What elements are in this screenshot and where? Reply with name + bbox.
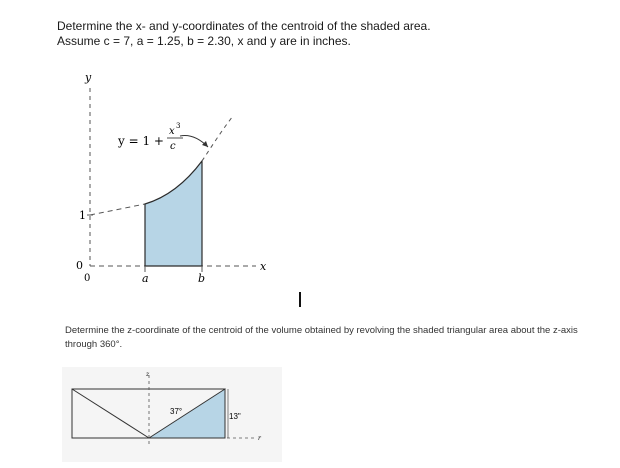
b-label: b	[198, 272, 206, 285]
equation-lhs: y = 1 +	[118, 134, 164, 148]
y-axis-label: y	[85, 71, 92, 84]
text-cursor	[299, 292, 301, 307]
problem-1-line-2: Assume c = 7, a = 1.25, b = 2.30, x and y are in inches.	[57, 34, 351, 48]
curve-extension	[202, 116, 233, 161]
problem-1-line-1: Determine the x- and y-coordinates of the centroid of the shaded area.	[57, 19, 431, 33]
problem-1-statement	[57, 19, 577, 49]
equation-exponent: 3	[176, 122, 181, 130]
z-axis-label: z	[146, 371, 150, 378]
x-axis-label: x	[260, 260, 267, 273]
equation-numerator: x	[169, 126, 175, 137]
angle-label: 37°	[170, 407, 183, 416]
problem-2-statement: Determine the z-coordinate of the centroid of the volume obtained by revolving the shaded triangular area about the z-axis through 360°.	[65, 325, 578, 350]
r-axis-label: r	[258, 435, 261, 442]
one-label: 1	[79, 209, 86, 222]
length-label: 13"	[229, 412, 241, 421]
revolved-triangle-figure	[62, 367, 282, 462]
centroid-area-figure	[52, 68, 292, 298]
a-label: a	[142, 272, 149, 285]
shaded-area	[145, 161, 202, 266]
y-equals-one-line	[90, 204, 145, 215]
equation-denominator: c	[170, 141, 176, 152]
origin-label: 0	[76, 259, 83, 272]
origin-sub-label: 0	[84, 273, 91, 284]
